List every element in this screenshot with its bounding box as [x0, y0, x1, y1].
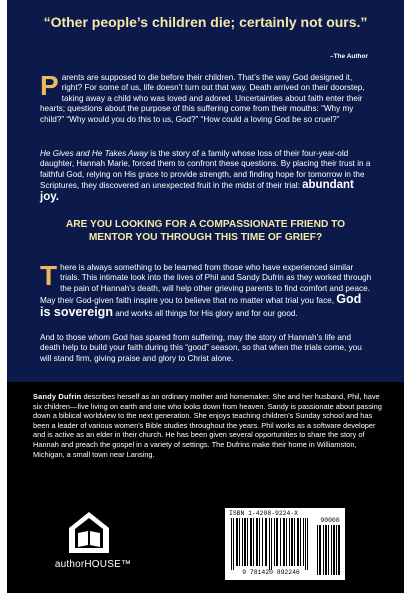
intro-paragraph — [40, 70, 373, 125]
house-book-icon — [65, 510, 113, 555]
intro-text: arents are supposed to die before their children. That’s the way God designed it, right? For some of us, life doesn’t turn out that way. Death arrived on their doorstep, taking away a child who was loved and adored. Uncertainties about faith enter their hearts; questions about the purpose of this suffering come from their mouths: “Why my child?” “Why would you do this to us, God?” “How could a loving God be so cruel?” — [40, 73, 365, 124]
mentor-text-after: and works all things for His glory and for our good. — [112, 308, 298, 318]
author-name: Sandy Dufrin — [33, 392, 82, 401]
price-code: 90000 — [320, 517, 340, 524]
god-sovereign-emphasis: God is sovereign — [40, 292, 362, 319]
barcode-addon-bars — [317, 525, 341, 575]
publisher-name: authorHOUSE™ — [54, 559, 132, 570]
isbn-barcode — [225, 508, 345, 580]
dropcap-t: T — [40, 260, 58, 291]
bio-text: describes herself as an ordinary mother and homemaker. She and her husband, Phil, have six children—five living on earth and one who looks down from heaven. Sandy is passionate about passing down a biblical worldview to the next generation. She enjoys teaching children’s Sunday school and has been a leader of various women’s Bible studies throughout the years. Phil works as a software developer and is active as an elder in their church. He has been given several opportunities to share the story of Hannah and preach the gospel in a variety of settings. The Dufrins make their home in Williamston, Michigan, a small town near Lansing. — [33, 392, 382, 459]
mentor-paragraph — [40, 260, 373, 319]
quote-attribution: –The Author — [329, 53, 368, 60]
author-section — [7, 382, 404, 593]
abundant-joy-emphasis: abundant joy. — [40, 179, 354, 203]
dropcap-p: P — [40, 70, 59, 101]
cover-quote: “Other people’s children die; certainly not ours.” — [43, 14, 368, 30]
book-title: He Gives and He Takes Away — [40, 149, 149, 158]
mentor-text: here is always something to be learned from those who have experienced similar trials. This intimate look into the lives of Phil and Sandy Dufrin as they worked through the pain of Hannah’s death, will help other grieving parents to find comfort and peace. May their God-given faith inspire you to believe that no matter what trial you face, — [40, 263, 372, 306]
isbn-label: ISBN 1-4208-9224-X — [229, 510, 299, 517]
closing-paragraph: And to those whom God has spared from suffering, may the story of Hannah’s life and death help to build your faith during this “good” season, so that when the trials come, you will stand firm, giving praise and glory to Christ alone. — [40, 333, 362, 363]
summary-text: is the story of a family whose loss of their four-year-old daughter, Hannah Marie, forced them to confront these questions. By placing their trust in a faithful God, relying on His grace to provide strength, and finding hope for tomorrow in the Scriptures, they discovered an unexpected fruit in the midst of their trial: — [40, 149, 371, 191]
back-cover — [7, 0, 404, 593]
summary-paragraph — [40, 149, 373, 203]
section-heading: ARE YOU LOOKING FOR A COMPASSIONATE FRIEND TO MENTOR YOU THROUGH THIS TIME OF GRIEF? — [65, 219, 346, 243]
publisher-logo — [43, 510, 143, 580]
barcode-digits: 9 781420 892246 — [242, 569, 300, 576]
barcode-main-bars — [231, 518, 311, 570]
author-bio — [33, 392, 385, 459]
